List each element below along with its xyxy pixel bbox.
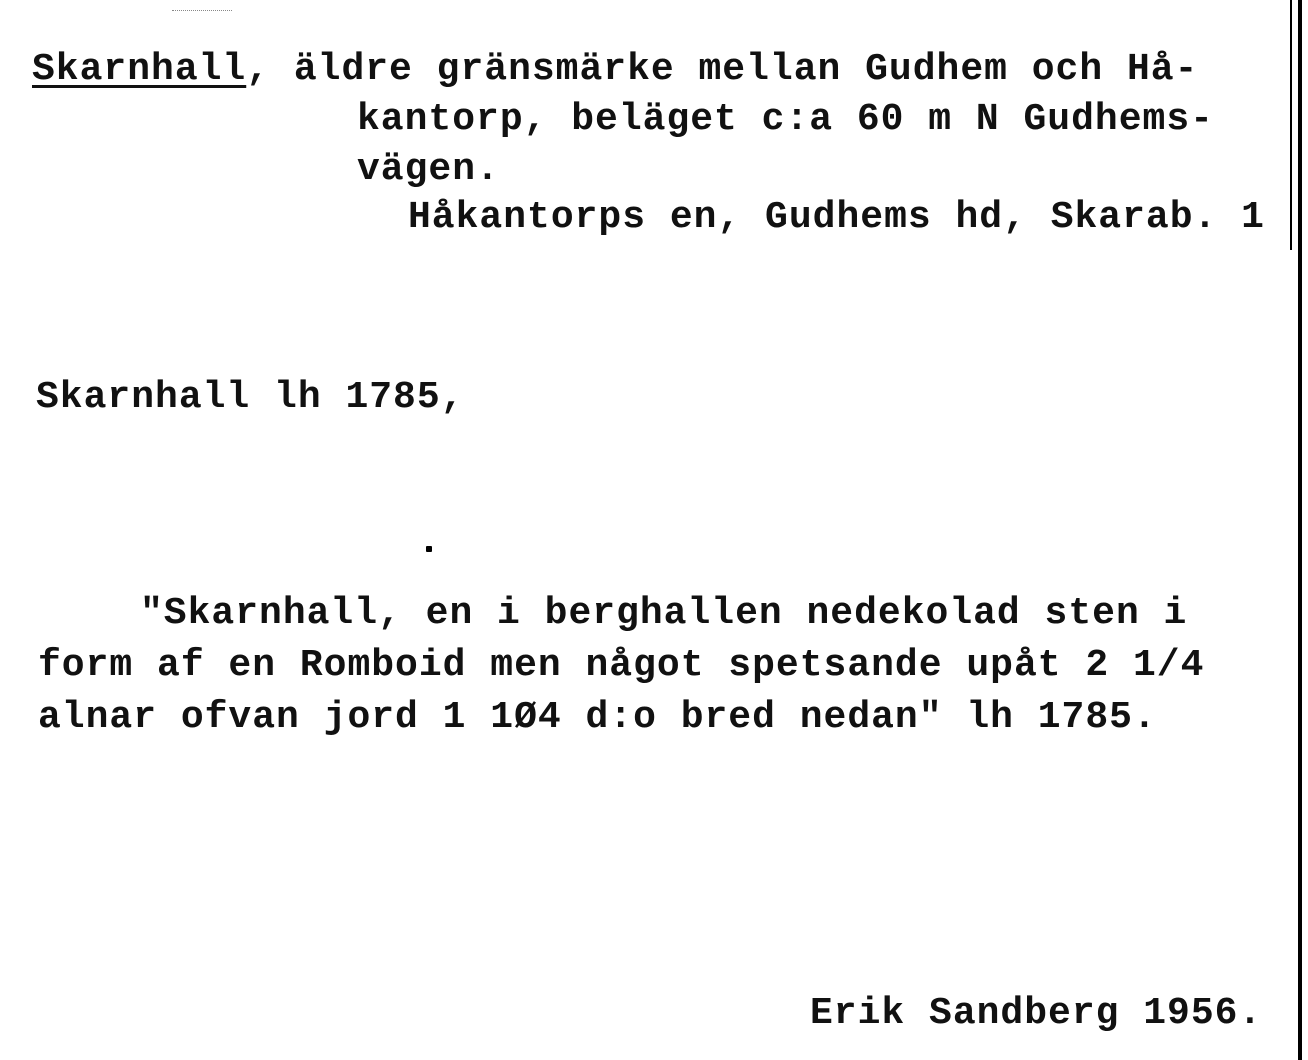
- quote-line-2: form af en Romboid men något spetsande upåt 2 1/4: [38, 644, 1205, 687]
- source-heading: Skarnhall lh 1785,: [36, 376, 465, 419]
- quote-line-1: "Skarnhall, en i berghallen nedekolad sten i: [140, 592, 1188, 635]
- quote-line-3: alnar ofvan jord 1 1Ø4 d:o bred nedan" lh 1785.: [38, 696, 1157, 739]
- entry-line-1-rest: , äldre gränsmärke mellan Gudhem och Hå-: [246, 48, 1199, 91]
- entry-line-1: [32, 48, 1198, 92]
- signature: Erik Sandberg 1956.: [810, 992, 1263, 1035]
- card-right-border: [1298, 0, 1302, 1060]
- entry-location: Håkantorps en, Gudhems hd, Skarab. 1: [408, 196, 1265, 239]
- scan-speck: [426, 546, 432, 552]
- entry-headword: Skarnhall: [32, 48, 247, 91]
- entry-line-2: kantorp, beläget c:a 60 m N Gudhems-: [357, 98, 1214, 141]
- card-edge-mark: [1290, 0, 1292, 250]
- scan-artifact: [172, 10, 232, 13]
- entry-line-3: vägen.: [357, 148, 500, 191]
